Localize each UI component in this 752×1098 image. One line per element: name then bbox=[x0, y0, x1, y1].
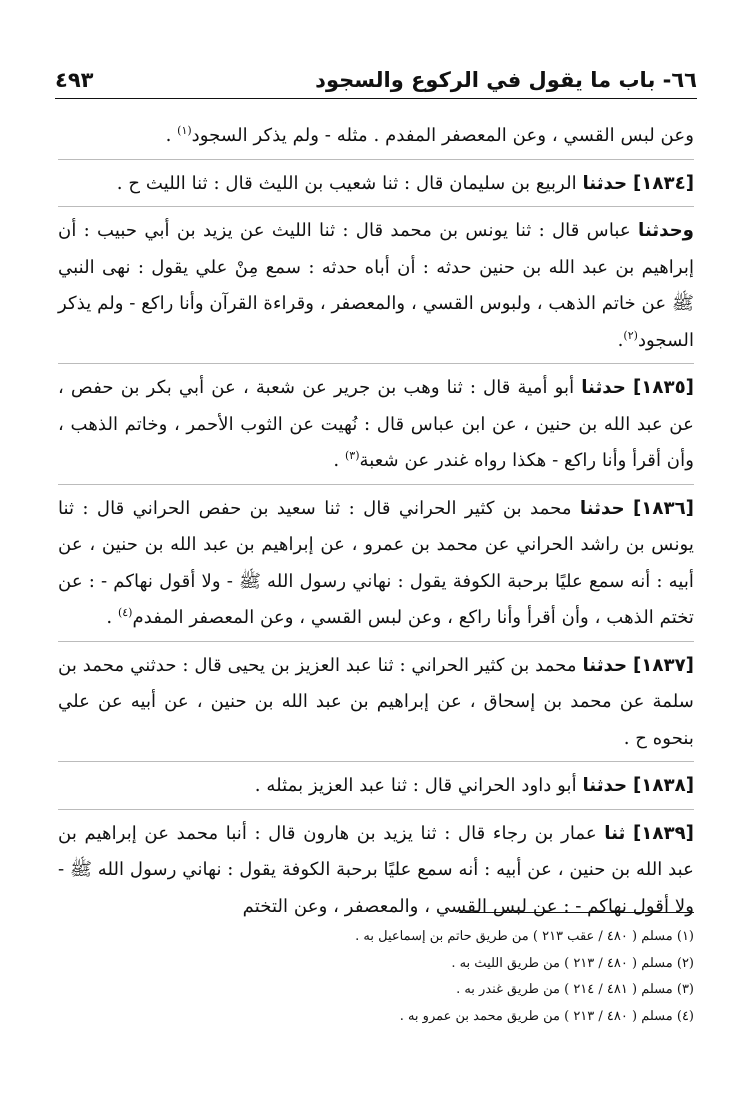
footnote-1: (١) مسلم ( ٤٨٠ / عقب ٢١٣ ) من طريق حاتم بن إسماعيل به . bbox=[355, 929, 694, 944]
hadith-number: [١٨٣٧] bbox=[632, 654, 694, 676]
footnote-2: (٢) مسلم ( ٤٨٠ / ٢١٣ ) من طريق الليث به . bbox=[451, 955, 694, 971]
hadith-number: [١٨٣٦] bbox=[632, 497, 694, 519]
paragraph-text: الربيع بن سليمان قال : ثنا شعيب بن الليث قال : ثنا الليث ح . bbox=[116, 172, 583, 194]
hadith-1836: [١٨٣٦] حدثنا محمد بن كثير الحراني قال : ثنا سعيد بن حفص الحراني قال : ثنا يونس بن راشد الحراني عن محمد بن عمرو ، عن إبراهيم بن عبد الله بن حنين ، عن أبيه : أنه سمع عليًا برحبة الكوفة يقول : نهاني رسول الله ﷺ - ولا أقول نهاكم - : عن تختم الذهب ، وأن أقرأ وأنا راكع ، وعن لبس القسي ، وعن المعصفر المفدم$^{(٤)}$ . bbox=[58, 491, 694, 642]
footnote-divider bbox=[459, 912, 694, 913]
hadith-1837 bbox=[58, 648, 694, 763]
hadith-number: [١٨٣٤] bbox=[632, 172, 694, 194]
narration-lead: حدثنا bbox=[582, 172, 628, 194]
paragraph-text: عمار بن رجاء قال : ثنا يزيد بن هارون قال : أنبا محمد عن إبراهيم بن عبد الله بن حنين ، عن أبيه : أنه سمع عليًا برحبة الكوفة يقول : نهاني رسول الله ﷺ - ولا أقول نهاكم - : عن لبس القسي ، والمعصفر ، وعن التختم bbox=[58, 822, 694, 917]
hadith-1834 bbox=[58, 166, 694, 208]
main-text bbox=[58, 118, 694, 929]
hadith-1835: [١٨٣٥] حدثنا أبو أمية قال : ثنا وهب بن جرير عن شعبة ، عن أبي بكر بن حفص ، عن عبد الله بن حنين ، عن ابن عباس قال : نُهيت عن الثوب الأحمر ، وخاتم الذهب ، وأن أقرأ وأنا راكع - هكذا رواه غندر عن شعبة$^{(٣)}$ . bbox=[58, 370, 694, 485]
footnote-marker: (١) bbox=[177, 123, 192, 137]
hadith-number: [١٨٣٩] bbox=[632, 822, 694, 844]
paragraph-text: محمد بن كثير الحراني : ثنا عبد العزيز بن يحيى قال : حدثني محمد بن سلمة عن محمد بن إسحاق ، عن إبراهيم بن عبد الله بن حنين ، عن أبيه عن علي بنحوه ح . bbox=[58, 654, 694, 749]
paragraph-text: أبو داود الحراني قال : ثنا عبد العزيز بمثله . bbox=[254, 775, 583, 796]
paragraph-text: وعن لبس القسي ، وعن المعصفر المفدم . مثله - ولم يذكر السجود bbox=[191, 125, 694, 146]
page-number: ٤٩٣ bbox=[55, 68, 94, 92]
footnote-3: (٣) مسلم ( ٤٨١ / ٢١٤ ) من طريق غندر به . bbox=[456, 982, 694, 997]
footnote-marker: (٣) bbox=[345, 448, 360, 462]
paragraph-text: أبو أمية قال : ثنا وهب بن جرير عن شعبة ، عن أبي بكر بن حفص ، عن عبد الله بن حنين ، عن ابن عباس قال : نُهيت عن الثوب الأحمر ، وخاتم الذهب ، وأن أقرأ وأنا راكع - هكذا رواه غندر عن شعبة bbox=[58, 377, 694, 471]
footnote-marker: (٢) bbox=[623, 328, 638, 342]
footnotes bbox=[58, 924, 694, 1030]
paragraph-text: محمد بن كثير الحراني قال : ثنا سعيد بن حفص الحراني قال : ثنا يونس بن راشد الحراني عن محمد بن عمرو ، عن إبراهيم بن عبد الله بن حنين ، عن أبيه : أنه سمع عليًا برحبة الكوفة يقول : نهاني رسول الله ﷺ - ولا أقول نهاكم - : عن تختم الذهب ، وأن أقرأ وأنا راكع ، وعن لبس القسي ، وعن المعصفر المفدم bbox=[58, 497, 694, 628]
narration-lead: حدثنا bbox=[582, 654, 628, 676]
narration-lead: ثنا bbox=[604, 822, 626, 844]
paragraph-text: عباس قال : ثنا يونس بن محمد قال : ثنا الليث عن يزيد بن أبي حبيب : أن إبراهيم بن عبد الله بن حنين حدثه : أن أباه حدثه : سمع مِنْ علي يقول : نهى النبي ﷺ عن خاتم الذهب ، ولبوس القسي ، والمعصفر ، وقراءة القرآن وأنا راكع - ولم يذكر السجود bbox=[58, 220, 694, 351]
page-header bbox=[55, 62, 697, 99]
hadith-1838 bbox=[58, 768, 694, 810]
narration-lead: حدثنا bbox=[581, 377, 626, 398]
running-title: ٦٦- باب ما يقول في الركوع والسجود bbox=[315, 68, 697, 92]
footnote-marker: (٤) bbox=[117, 605, 133, 619]
footnote-4: (٤) مسلم ( ٤٨٠ / ٢١٣ ) من طريق محمد بن عمرو به . bbox=[399, 1008, 694, 1024]
narration-lead: حدثنا bbox=[579, 497, 625, 519]
hadith-number: [١٨٣٨] bbox=[632, 775, 694, 796]
narration-lead: حدثنا bbox=[582, 775, 628, 796]
hadith-number: [١٨٣٥] bbox=[632, 377, 694, 398]
hadith-1834-second-chain: وحدثنا عباس قال : ثنا يونس بن محمد قال : ثنا الليث عن يزيد بن أبي حبيب : أن إبراهيم بن عبد الله بن حنين حدثه : أن أباه حدثه : سمع مِنْ علي يقول : نهى النبي ﷺ عن خاتم الذهب ، ولبوس القسي ، والمعصفر ، وقراءة القرآن وأنا راكع - ولم يذكر السجود$^{(٢)}$. bbox=[58, 213, 694, 364]
narration-lead: وحدثنا bbox=[637, 220, 694, 241]
paragraph-continuation: وعن لبس القسي ، وعن المعصفر المفدم . مثله - ولم يذكر السجود$^{(١)}$ . bbox=[58, 118, 694, 160]
